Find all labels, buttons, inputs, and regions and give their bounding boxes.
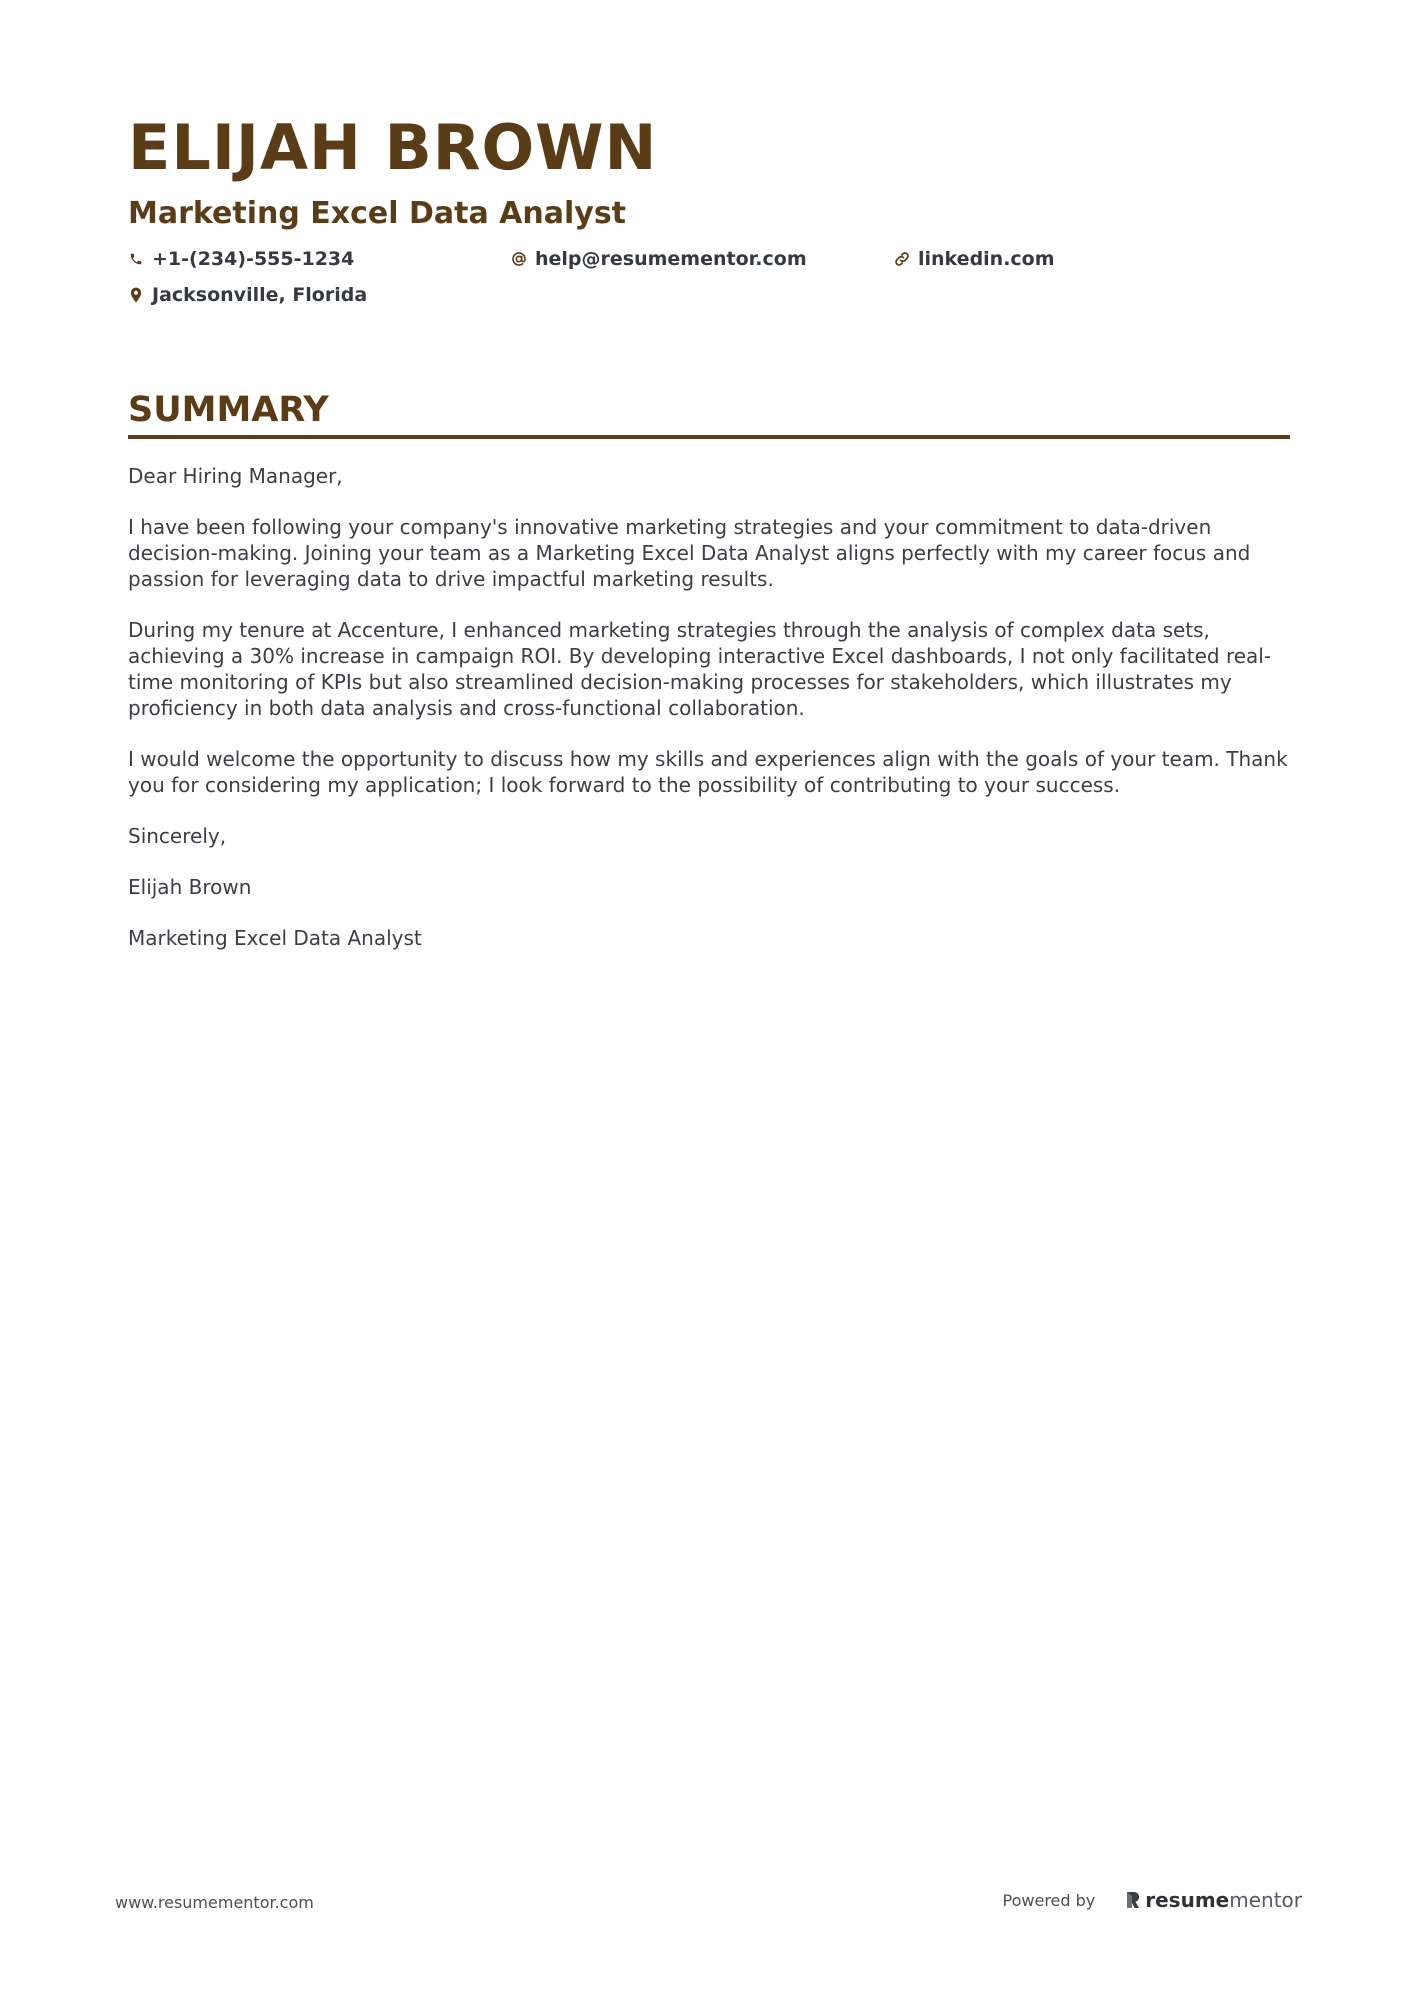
brand-logo[interactable] — [1125, 1888, 1302, 1912]
phone-icon — [128, 251, 144, 267]
footer-branding — [1003, 1888, 1302, 1912]
section-title: SUMMARY — [128, 390, 329, 430]
contact-phone[interactable] — [128, 244, 354, 274]
contact-linkedin[interactable] — [894, 244, 1055, 274]
link-icon — [894, 251, 910, 267]
email-text: help@resumementor.com — [535, 248, 807, 270]
contact-email[interactable] — [511, 244, 807, 274]
sign-off: Sincerely, — [128, 824, 227, 848]
candidate-name: ELIJAH BROWN — [128, 111, 658, 184]
letter-body — [128, 463, 1290, 951]
contact-info — [128, 244, 1288, 314]
resumementor-logo-icon — [1125, 1890, 1141, 1910]
job-title: Marketing Excel Data Analyst — [128, 196, 627, 231]
brand-name-light: mentor — [1229, 1888, 1302, 1912]
header — [128, 110, 1288, 314]
location-text: Jacksonville, Florida — [152, 284, 368, 306]
at-icon — [511, 251, 527, 267]
powered-by-label: Powered by — [1002, 1890, 1096, 1910]
contact-location — [128, 280, 367, 310]
signature-name: Elijah Brown — [128, 875, 252, 899]
phone-text: +1-(234)-555-1234 — [152, 248, 355, 270]
linkedin-text: linkedin.com — [918, 248, 1055, 270]
paragraph-intro: I have been following your company's innovative marketing strategies and your commitment to data-driven decision-making. Joining your team as a Marketing Excel Data Analyst aligns perfectly with my career focus and passion for leveraging data to drive impactful marketing results. — [128, 515, 1251, 591]
map-pin-icon — [128, 287, 144, 303]
paragraph-experience: During my tenure at Accenture, I enhanced marketing strategies through the analysis of complex data sets, achieving a 30% increase in campaign ROI. By developing interactive Excel dashboards, I not only facilitated real-time monitoring of KPIs but also streamlined decision-making processes for stakeholders, which illustrates my proficiency in both data analysis and cross-functional collaboration. — [128, 618, 1272, 720]
salutation: Dear Hiring Manager, — [128, 464, 343, 488]
brand-name-bold: resume — [1145, 1888, 1230, 1912]
signature-title: Marketing Excel Data Analyst — [128, 926, 422, 950]
summary-section — [128, 388, 1290, 976]
footer-website[interactable]: www.resumementor.com — [115, 1893, 314, 1912]
section-divider — [128, 435, 1290, 439]
paragraph-closing: I would welcome the opportunity to discuss how my skills and experiences align with the goals of your team. Thank you for considering my application; I look forward to the possibility of contributing to your success. — [128, 747, 1288, 797]
